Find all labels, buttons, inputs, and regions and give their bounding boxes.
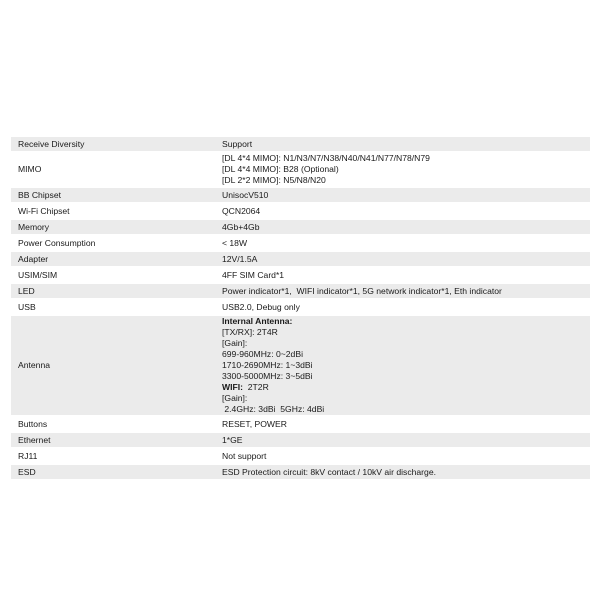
spec-value xyxy=(218,153,590,186)
spec-label: BB Chipset xyxy=(11,188,218,202)
spec-row xyxy=(11,417,590,431)
spec-label: Buttons xyxy=(11,417,218,431)
spec-label: Antenna xyxy=(11,316,218,415)
spec-value-line xyxy=(222,153,590,164)
spec-label: Ethernet xyxy=(11,433,218,447)
spec-value-text: 4FF SIM Card*1 xyxy=(222,269,285,280)
spec-row xyxy=(11,137,590,151)
spec-value-line xyxy=(222,270,590,281)
spec-value-line xyxy=(222,419,590,430)
spec-label: Power Consumption xyxy=(11,236,218,250)
spec-value-text: Not support xyxy=(222,450,267,461)
spec-value-text: RESET, POWER xyxy=(222,418,287,429)
spec-value xyxy=(218,284,590,298)
spec-row xyxy=(11,188,590,202)
spec-value-text: Support xyxy=(222,138,253,149)
spec-label: Receive Diversity xyxy=(11,137,218,151)
spec-table xyxy=(11,135,590,481)
spec-value-text: 699-960MHz: 0~2dBi xyxy=(222,349,303,359)
spec-row xyxy=(11,220,590,234)
spec-value-line xyxy=(222,371,590,382)
spec-value-text: < 18W xyxy=(222,237,248,248)
spec-value-text: [Gain]: xyxy=(222,338,248,348)
spec-value-line xyxy=(222,393,590,404)
spec-value-text: [DL 4*4 MIMO]: B28 (Optional) xyxy=(222,164,339,174)
spec-value xyxy=(218,137,590,151)
spec-value-text: [Gain]: xyxy=(222,393,248,403)
spec-value xyxy=(218,417,590,431)
spec-value xyxy=(218,204,590,218)
spec-row xyxy=(11,268,590,282)
spec-value-line xyxy=(222,190,590,201)
spec-value xyxy=(218,449,590,463)
spec-value-text: 1*GE xyxy=(222,434,243,445)
spec-value-line xyxy=(222,238,590,249)
spec-value-text: [DL 2*2 MIMO]: N5/N8/N20 xyxy=(222,175,326,185)
spec-value xyxy=(218,188,590,202)
spec-value-line xyxy=(222,139,590,150)
spec-value-line xyxy=(222,316,590,327)
spec-value-line xyxy=(222,338,590,349)
spec-value-line xyxy=(222,254,590,265)
spec-row xyxy=(11,449,590,463)
spec-value-line xyxy=(222,382,590,393)
spec-value-line xyxy=(222,360,590,371)
spec-value-text: UnisocV510 xyxy=(222,189,269,200)
spec-value-text: Power indicator*1, WIFI indicator*1, 5G network indicator*1, Eth indicator xyxy=(222,285,502,296)
spec-value-text: 12V/1.5A xyxy=(222,253,258,264)
spec-value-text: ESD Protection circuit: 8kV contact / 10kV air discharge. xyxy=(222,466,436,477)
spec-value-text: 3300-5000MHz: 3~5dBi xyxy=(222,371,313,381)
spec-value-line xyxy=(222,404,590,415)
spec-row xyxy=(11,204,590,218)
spec-value xyxy=(218,316,590,415)
spec-value-line xyxy=(222,349,590,360)
spec-row xyxy=(11,236,590,250)
spec-value-text: USB2.0, Debug only xyxy=(222,301,300,312)
spec-value-line xyxy=(222,435,590,446)
spec-value-line xyxy=(222,175,590,186)
spec-label: Adapter xyxy=(11,252,218,266)
spec-value-line xyxy=(222,451,590,462)
spec-row xyxy=(11,300,590,314)
spec-row xyxy=(11,316,590,415)
spec-row xyxy=(11,465,590,479)
spec-value xyxy=(218,252,590,266)
spec-value xyxy=(218,433,590,447)
spec-value-line xyxy=(222,222,590,233)
spec-label: RJ11 xyxy=(11,449,218,463)
spec-label: USB xyxy=(11,300,218,314)
spec-value xyxy=(218,236,590,250)
spec-value-line xyxy=(222,286,590,297)
spec-value-text: QCN2064 xyxy=(222,205,261,216)
spec-row xyxy=(11,284,590,298)
spec-value-heading: WIFI: xyxy=(222,382,243,392)
spec-value-text: [TX/RX]: 2T4R xyxy=(222,327,278,337)
spec-value-line xyxy=(222,467,590,478)
spec-value-text: 2.4GHz: 3dBi 5GHz: 4dBi xyxy=(222,404,325,414)
spec-value-text: 1710-2690MHz: 1~3dBi xyxy=(222,360,313,370)
spec-value-text: [DL 4*4 MIMO]: N1/N3/N7/N38/N40/N41/N77/N78/N79 xyxy=(222,153,430,163)
spec-value xyxy=(218,268,590,282)
spec-label: LED xyxy=(11,284,218,298)
spec-label: USIM/SIM xyxy=(11,268,218,282)
spec-row xyxy=(11,252,590,266)
spec-value-text: 4Gb+4Gb xyxy=(222,221,260,232)
spec-row xyxy=(11,153,590,186)
spec-value-line xyxy=(222,164,590,175)
spec-value xyxy=(218,220,590,234)
spec-label: ESD xyxy=(11,465,218,479)
spec-table-body xyxy=(11,137,590,479)
spec-value xyxy=(218,300,590,314)
spec-label: Wi-Fi Chipset xyxy=(11,204,218,218)
spec-value-heading: Internal Antenna: xyxy=(222,316,293,326)
spec-value-line xyxy=(222,206,590,217)
spec-value-text: 2T2R xyxy=(243,382,269,392)
spec-label: MIMO xyxy=(11,153,218,186)
spec-value xyxy=(218,465,590,479)
spec-row xyxy=(11,433,590,447)
spec-value-line xyxy=(222,327,590,338)
spec-label: Memory xyxy=(11,220,218,234)
spec-value-line xyxy=(222,302,590,313)
